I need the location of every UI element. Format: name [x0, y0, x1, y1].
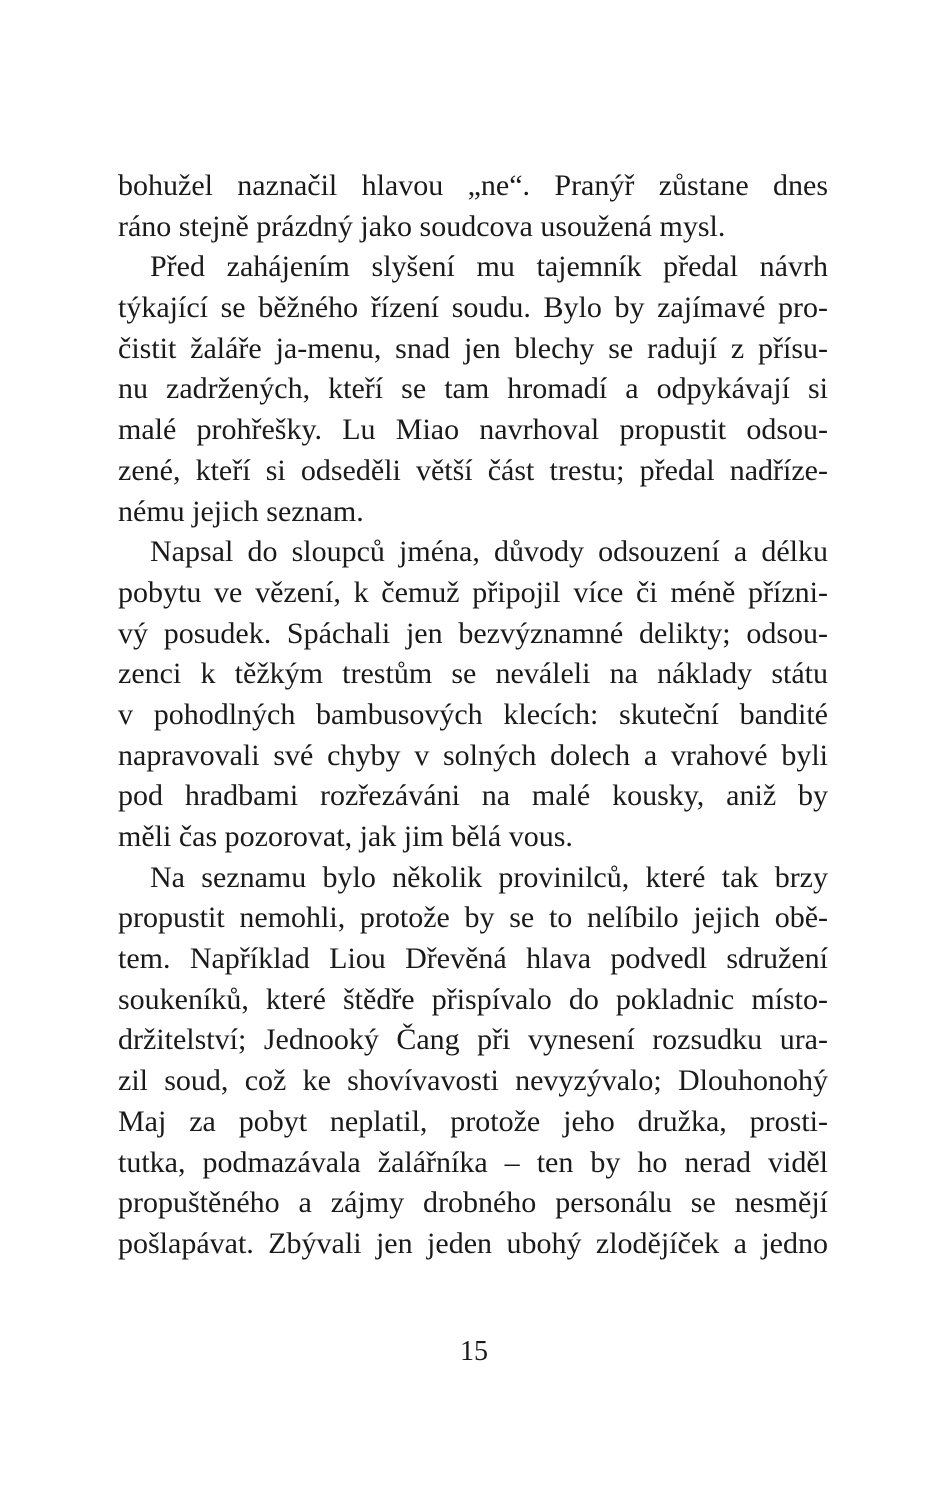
text-line: tutka, podmazávala žalářníka – ten by ho nerad viděl: [118, 1145, 828, 1179]
text-line: pošlapávat. Zbývali jen jeden ubohý zlodějíček a jedno: [118, 1226, 828, 1260]
text-line: držitelství; Jednooký Čang při vynesení rozsudku ura-: [118, 1023, 828, 1057]
text-line: vý posudek. Spáchali jen bezvýznamné delikty; odsou-: [118, 616, 828, 650]
page-number: 15: [460, 1336, 488, 1367]
text-line: zil soud, což ke shovívavosti nevyzývalo; Dlouhonohý: [118, 1064, 828, 1098]
text-line: propustit nemohli, protože by se to nelíbilo jejich obě-: [118, 901, 828, 935]
text-line: Napsal do sloupců jména, důvody odsouzení a délku: [150, 535, 828, 569]
paragraph-2: [118, 247, 828, 532]
paragraph-4: [118, 858, 828, 1265]
text-line: v pohodlných bambusových klecích: skuteční bandité: [118, 697, 828, 731]
text-line: čistit žaláře ja-menu, snad jen blechy se radují z přísu-: [118, 331, 828, 365]
text-line: pod hradbami rozřezáváni na malé kousky, aniž by: [118, 779, 828, 813]
text-line: týkající se běžného řízení soudu. Bylo by zajímavé pro-: [118, 291, 828, 325]
text-line: zenci k těžkým trestům se neváleli na náklady státu: [118, 657, 828, 691]
text-line: Na seznamu bylo několik provinilců, které tak brzy: [150, 860, 828, 894]
text-line: ráno stejně prázdný jako soudcova usoužená mysl.: [118, 209, 726, 243]
text-line: soukeníků, které štědře přispívalo do pokladnic místo-: [118, 982, 828, 1016]
paragraph-1: [118, 166, 828, 247]
text-line: zené, kteří si odseděli větší část trestu; předal nadříze-: [118, 453, 828, 487]
body-text: [118, 166, 828, 1265]
text-line: Maj za pobyt neplatil, protože jeho družka, prosti-: [118, 1104, 828, 1138]
text-line: malé prohřešky. Lu Miao navrhoval propustit odsou-: [118, 413, 828, 447]
text-line: nu zadržených, kteří se tam hromadí a odpykávají si: [118, 372, 828, 406]
text-line: pobytu ve vězení, k čemuž připojil více či méně přízni-: [118, 575, 828, 609]
text-line: bohužel naznačil hlavou „ne“. Pranýř zůstane dnes: [118, 169, 828, 202]
text-line: propuštěného a zájmy drobného personálu se nesmějí: [118, 1186, 828, 1220]
text-line: měli čas pozorovat, jak jim bělá vous.: [118, 820, 573, 853]
text-line: nému jejich seznam.: [118, 494, 364, 528]
text-line: Před zahájením slyšení mu tajemník předal návrh: [150, 250, 828, 284]
text-line: napravovali své chyby v solných dolech a vrahové byli: [118, 738, 828, 772]
paragraph-3: [118, 532, 828, 858]
text-line: tem. Například Liou Dřevěná hlava podvedl sdružení: [118, 942, 828, 976]
